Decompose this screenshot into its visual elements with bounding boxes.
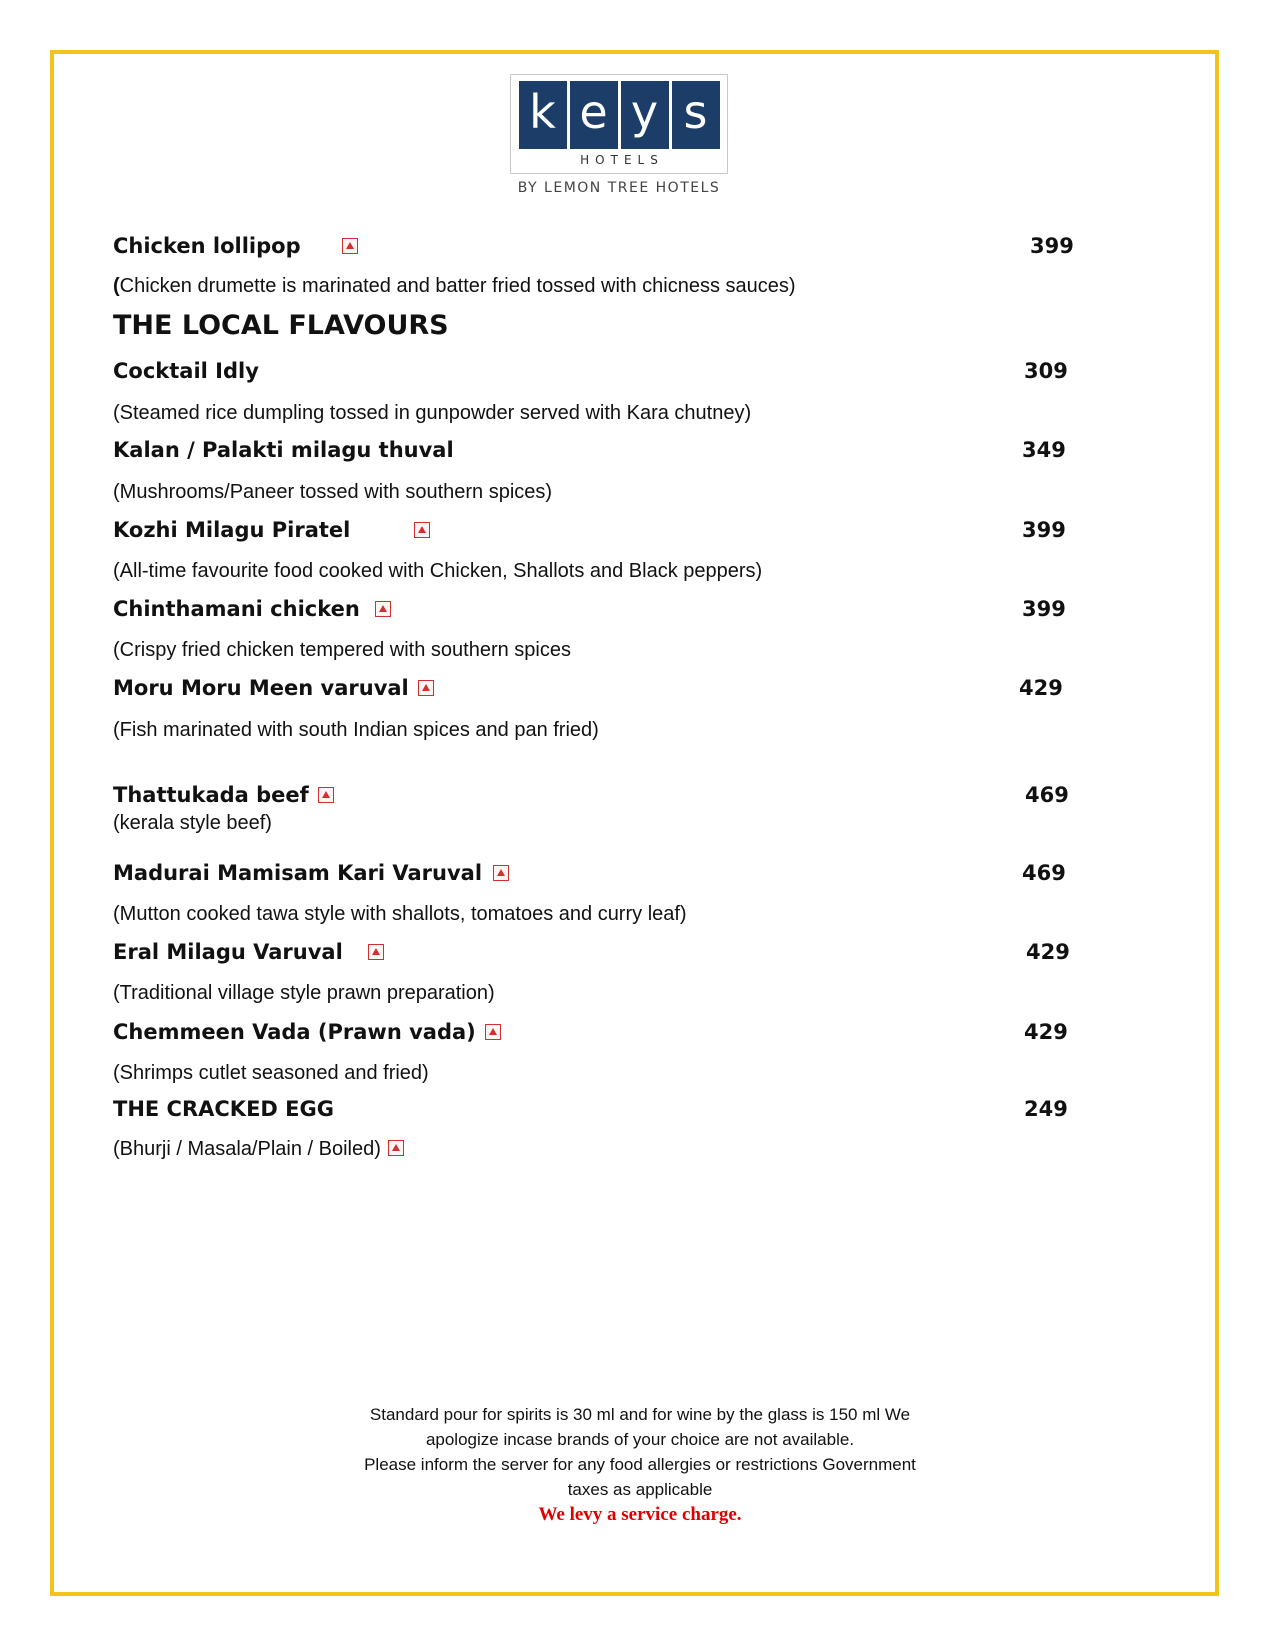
menu-item-price: 429 (1019, 676, 1063, 700)
footer-line: Standard pour for spirits is 30 ml and for wine by the glass is 150 ml We (369, 1405, 911, 1424)
section-title: THE LOCAL FLAVOURS (113, 310, 449, 341)
menu-item-name (113, 940, 384, 964)
menu-item-description: (Mutton cooked tawa style with shallots, tomatoes and curry leaf) (113, 903, 687, 925)
item-name-text: Kozhi Milagu Piratel (113, 518, 351, 542)
item-name-text: Thattukada beef (113, 783, 309, 807)
menu-item-price: 399 (1022, 518, 1066, 542)
item-name-text: Eral Milagu Varuval (113, 940, 343, 964)
menu-item-description: (kerala style beef) (113, 812, 272, 834)
description-text: (Bhurji / Masala/Plain / Boiled) (113, 1138, 381, 1160)
item-name-text: Madurai Mamisam Kari Varuval (113, 861, 483, 885)
menu-item-price: 309 (1024, 359, 1068, 383)
non-veg-icon (493, 865, 509, 881)
menu-item-price: 399 (1030, 234, 1074, 258)
menu-item-name (113, 234, 358, 258)
menu-item-name (113, 861, 509, 885)
menu-item-price: 469 (1025, 783, 1069, 807)
description-open-paren: ( (113, 275, 120, 297)
menu-item-description: (Crispy fried chicken tempered with southern spices (113, 639, 571, 661)
menu-item-price: 429 (1026, 940, 1070, 964)
menu-item-description (113, 1138, 404, 1161)
menu-item-description: (Traditional village style prawn preparation) (113, 982, 495, 1004)
menu-item-name (113, 676, 434, 700)
menu-item-price: 249 (1024, 1097, 1068, 1121)
logo-box (510, 74, 728, 174)
menu-item-price: 469 (1022, 861, 1066, 885)
menu-item-price: 429 (1024, 1020, 1068, 1044)
menu-item-description: (Shrimps cutlet seasoned and fried) (113, 1062, 429, 1084)
non-veg-icon (318, 787, 334, 803)
menu-item-name (113, 597, 391, 621)
logo-letter: s (672, 81, 720, 149)
item-name-text: Chicken lollipop (113, 234, 301, 258)
logo-tagline: BY LEMON TREE HOTELS (517, 180, 721, 196)
footer-notes (320, 1402, 960, 1527)
menu-item-name: Kalan / Palakti milagu thuval (113, 438, 454, 462)
description-text: Chicken drumette is marinated and batter fried tossed with chicness sauces) (119, 275, 796, 297)
non-veg-icon (388, 1140, 404, 1156)
menu-item-name: THE CRACKED EGG (113, 1097, 334, 1121)
footer-line: apologize incase brands of your choice are not available. (425, 1430, 855, 1449)
logo-letter: k (519, 81, 567, 149)
brand-logo (508, 74, 730, 196)
logo-letter: y (621, 81, 669, 149)
service-charge-notice: We levy a service charge. (538, 1504, 742, 1525)
menu-item-price: 399 (1022, 597, 1066, 621)
non-veg-icon (485, 1024, 501, 1040)
logo-tiles (511, 81, 727, 149)
non-veg-icon (368, 944, 384, 960)
item-name-text: Moru Moru Meen varuval (113, 676, 409, 700)
item-name-text: Chemmeen Vada (Prawn vada) (113, 1020, 476, 1044)
footer-line: taxes as applicable (567, 1480, 713, 1499)
footer-line: Please inform the server for any food allergies or restrictions Government (364, 1455, 916, 1474)
menu-item-description: (All-time favourite food cooked with Chicken, Shallots and Black peppers) (113, 560, 763, 582)
menu-item-name (113, 1020, 501, 1044)
menu-item-description: (Fish marinated with south Indian spices and pan fried) (113, 719, 599, 741)
menu-item-name (113, 783, 334, 807)
menu-item-description: (Steamed rice dumpling tossed in gunpowder served with Kara chutney) (113, 402, 752, 424)
logo-hotels-word: HOTELS (580, 153, 664, 167)
non-veg-icon (414, 522, 430, 538)
logo-letter: e (570, 81, 618, 149)
item-name-text: Chinthamani chicken (113, 597, 360, 621)
non-veg-icon (418, 680, 434, 696)
non-veg-icon (375, 601, 391, 617)
menu-item-name (113, 518, 430, 542)
menu-item-name: Cocktail Idly (113, 359, 259, 383)
menu-item-description: (Mushrooms/Paneer tossed with southern spices) (113, 481, 553, 503)
menu-item-price: 349 (1022, 438, 1066, 462)
non-veg-icon (342, 238, 358, 254)
menu-item-description (113, 275, 796, 298)
